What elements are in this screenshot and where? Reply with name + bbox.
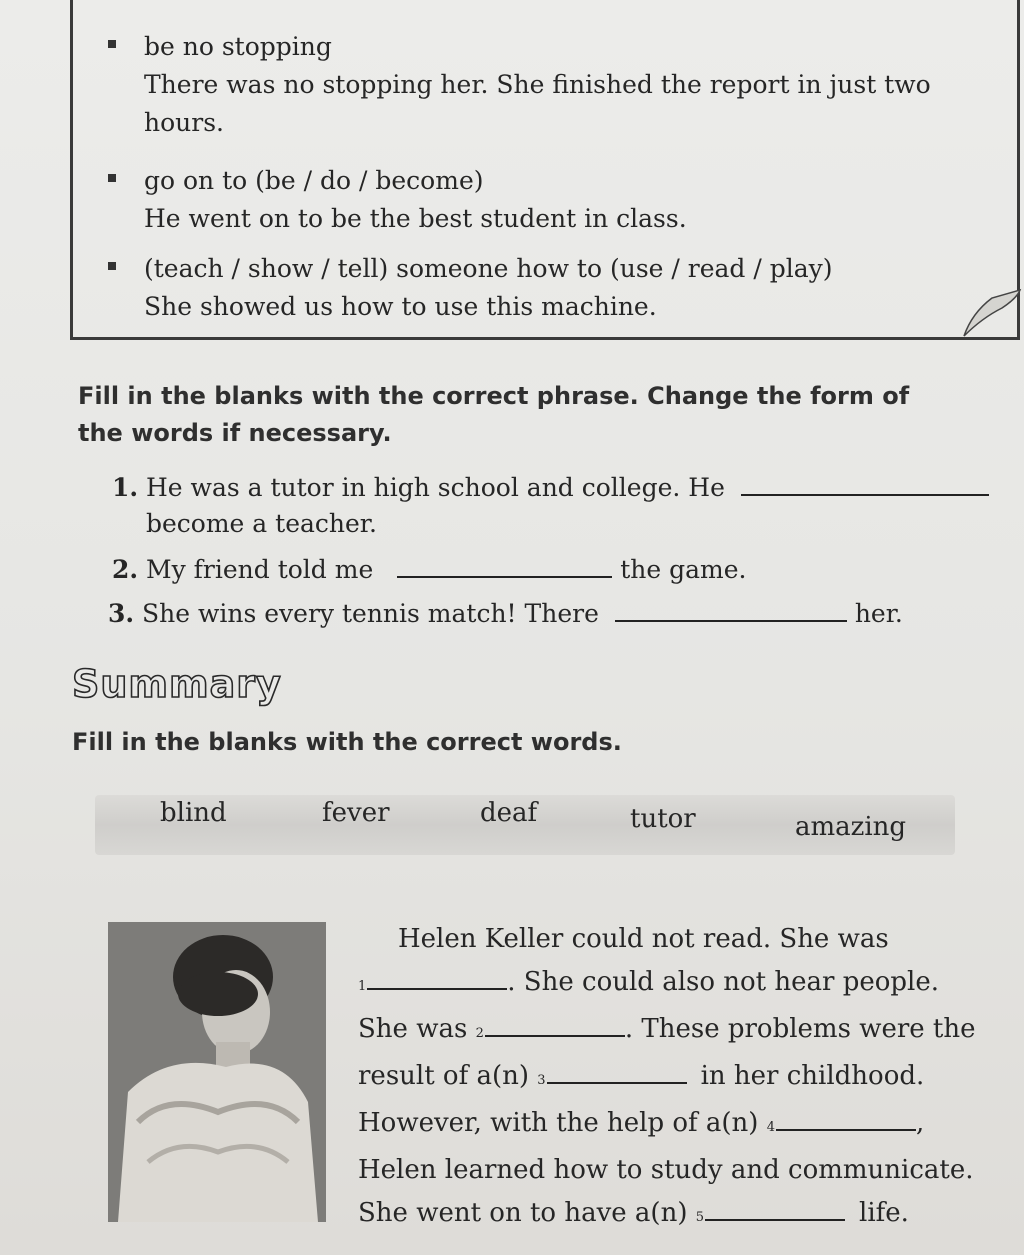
phrase-example: She showed us how to use this machine. [144,292,657,321]
phrase-item [120,28,931,142]
phrase-example: There was no stopping her. She finished the report in just two [144,70,931,99]
bullet-icon [108,174,116,182]
summary-story: Helen Keller could not read. She was 1 . She could also not hear people. She was 2 . These problems were the result of a(n) 3 in her childhood. However, with the help of a(n) 4 , Helen learned how to study and communicate. She went on to have a(n) 5 life. [358,924,976,1228]
answer-blank[interactable] [397,554,612,578]
answer-blank[interactable] [485,1013,625,1037]
phrase-term: be no stopping [144,32,332,61]
page-curl-icon [962,288,1022,338]
answer-blank[interactable] [367,966,507,990]
summary-instruction: Fill in the blanks with the correct words. [72,728,622,756]
portrait-image [108,922,326,1222]
exercise-item-3: 3. She wins every tennis match! There her. [108,599,903,628]
word-bank-item: fever [322,798,390,828]
helen-keller-photo [108,922,326,1222]
phrase-example: He went on to be the best student in class. [144,204,687,233]
exercise-item-2: 2. My friend told me the game. [112,555,747,584]
exercise-item-1: 1. He was a tutor in high school and college. He become a teacher. [112,470,989,542]
answer-blank[interactable] [547,1060,687,1084]
answer-blank[interactable] [615,598,847,622]
summary-title: Summary [72,662,282,706]
phrase-term: (teach / show / tell) someone how to (use / read / play) [144,254,833,283]
bullet-icon [108,40,116,48]
answer-blank[interactable] [776,1107,916,1131]
answer-blank[interactable] [741,472,989,496]
exercise-instruction: Fill in the blanks with the correct phrase. Change the form of the words if necessary. [78,382,910,447]
phrase-item [120,250,833,326]
phrase-item [120,162,687,238]
word-bank-item: tutor [630,804,696,834]
bullet-icon [108,262,116,270]
answer-blank[interactable] [705,1197,845,1221]
phrase-term: go on to (be / do / become) [144,166,484,195]
word-bank-item: blind [160,798,227,828]
word-bank-item: deaf [480,798,538,828]
word-bank-item: amazing [795,812,907,842]
phrase-example-cont: hours. [144,108,224,137]
